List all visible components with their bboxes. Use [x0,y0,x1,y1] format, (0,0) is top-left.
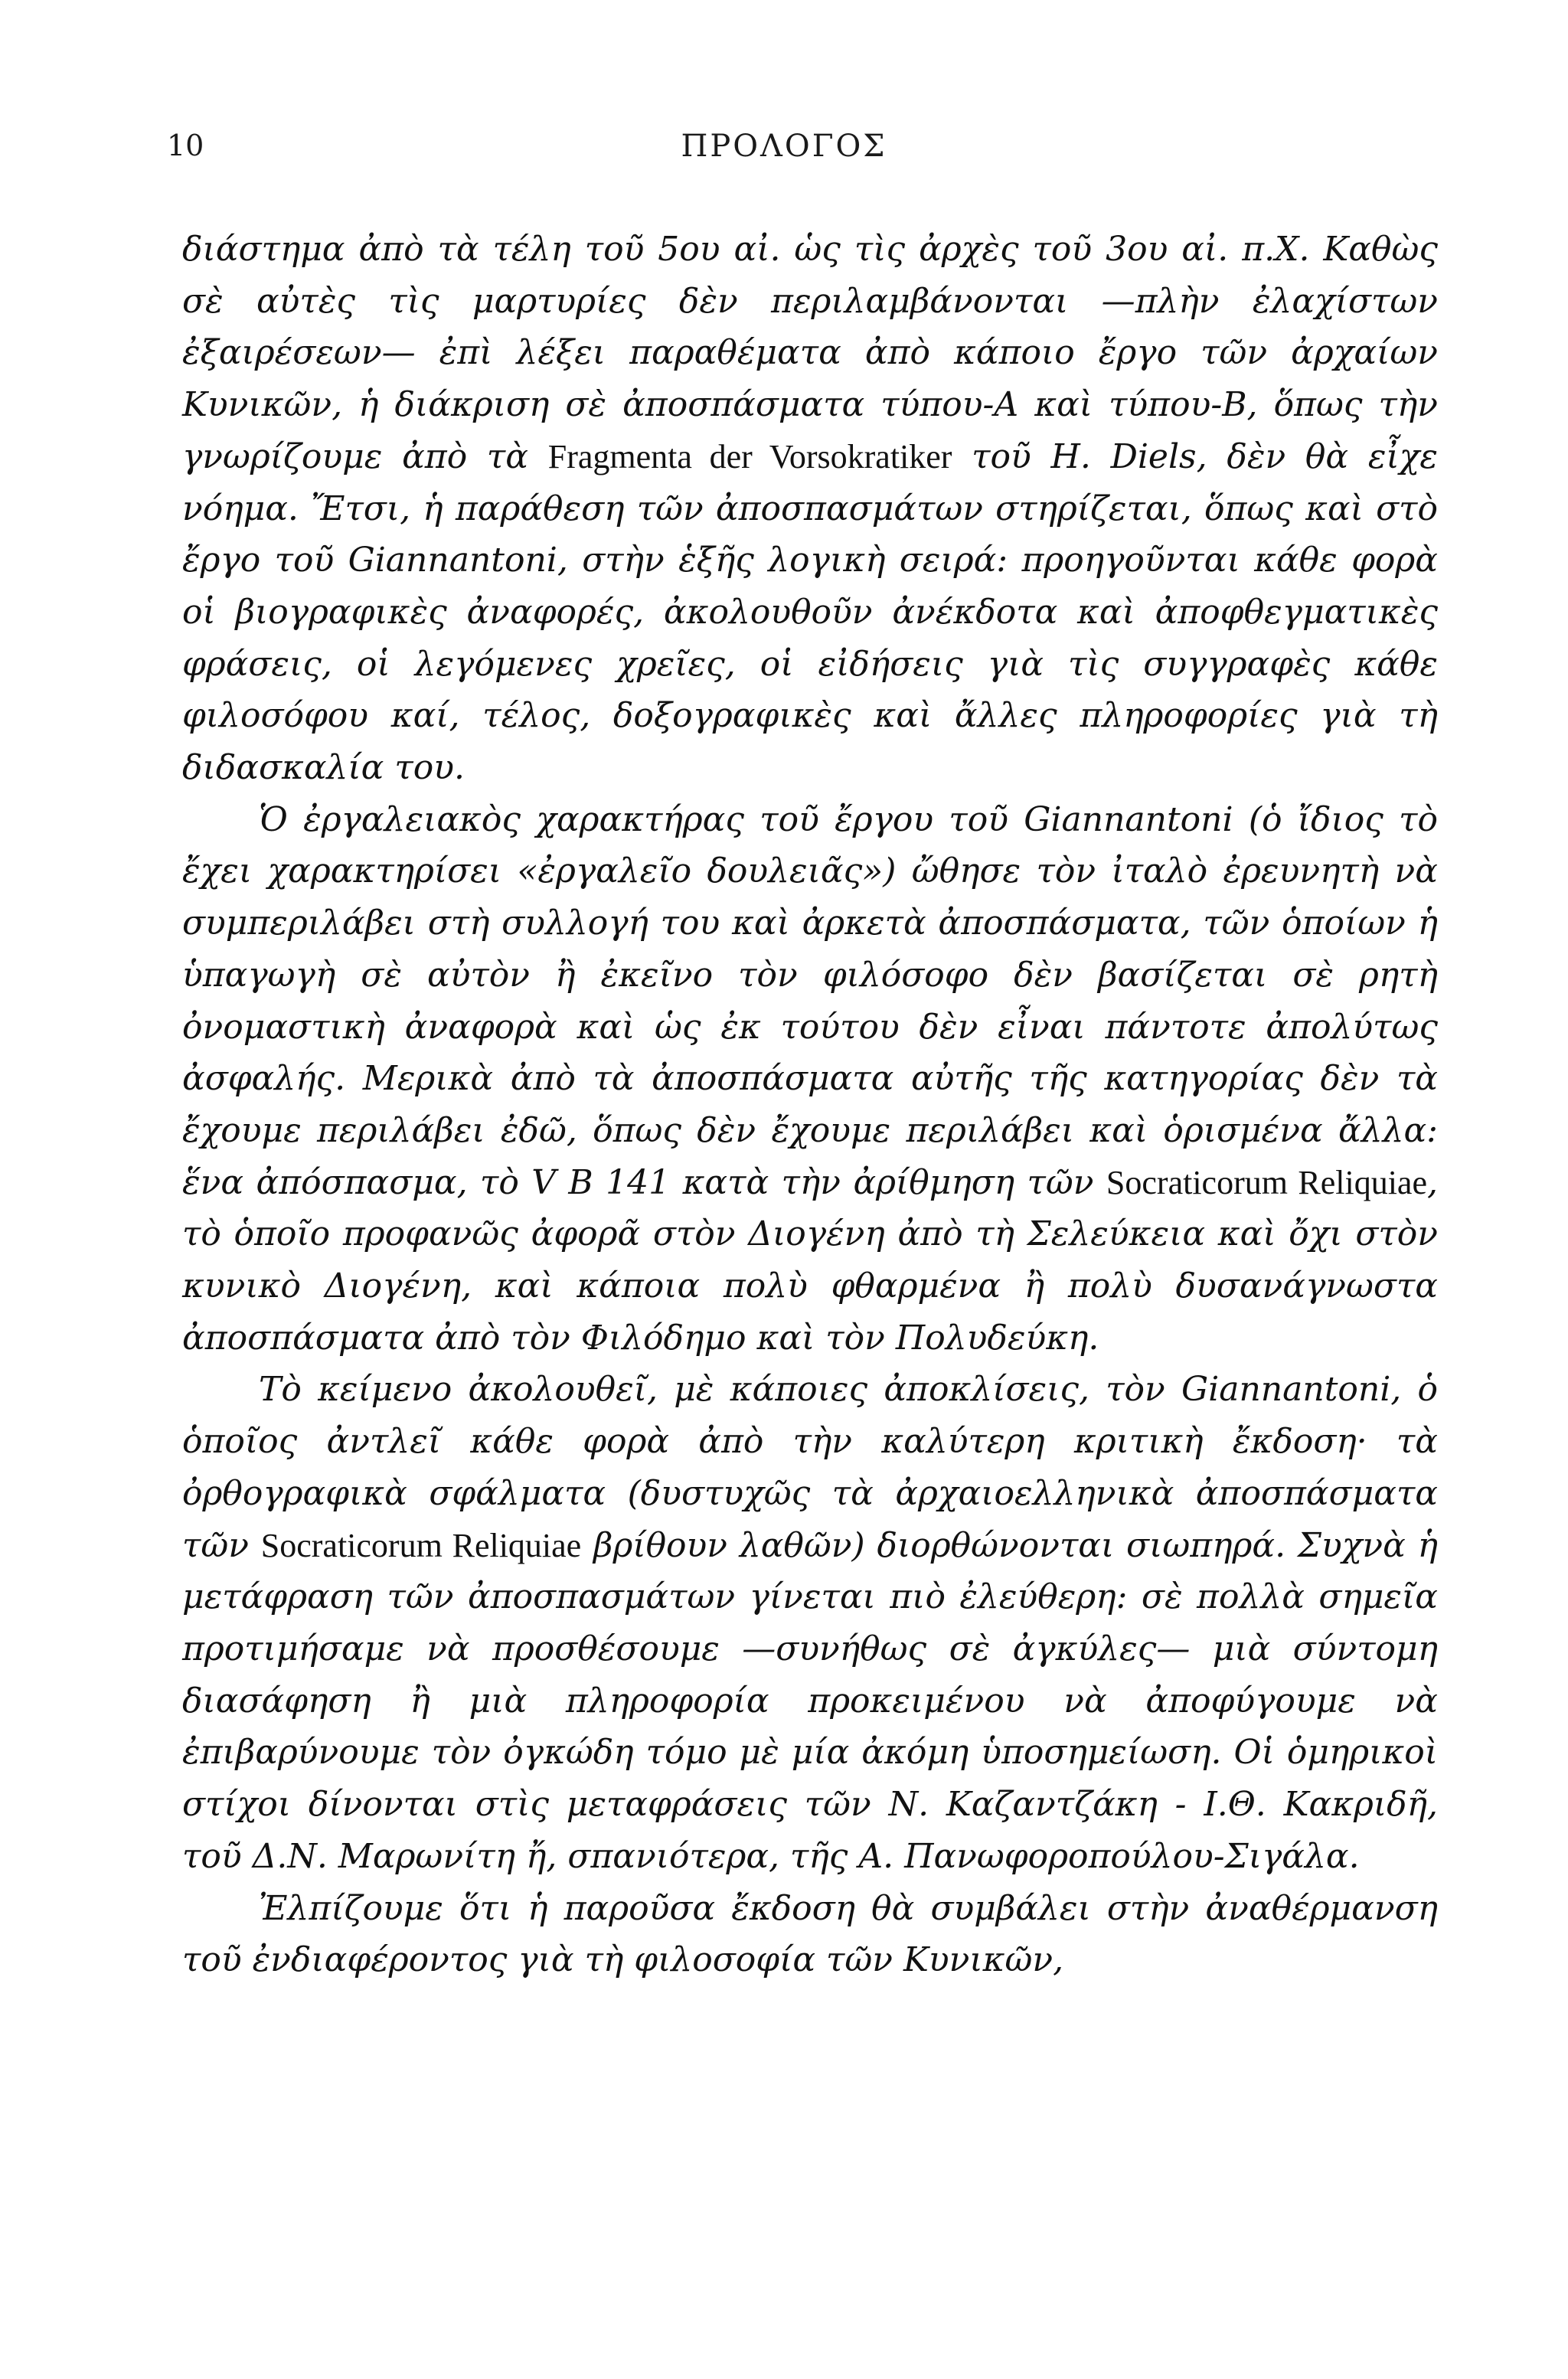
running-title: ΠΡΟΛΟΓΟΣ [681,129,887,164]
paragraph-3 [182,1364,1438,1882]
paragraph-2 [182,794,1438,1364]
text-run: τοῦ Η. Diels, δὲν θὰ εἶχε νόημα. Ἔτσι, ἡ παράθεση τῶν ἀποσπασμάτων στηρίζεται, ὅπως καὶ στὸ ἔργο τοῦ Giannantoni, στὴν ἑξῆς λογικὴ σειρά: προηγοῦνται κάθε φορὰ οἱ βιογραφικὲς ἀναφορές, ἀκολουθοῦν ἀνέκδοτα καὶ ἀποφθεγματικὲς φράσεις, οἱ λεγόμενες χρεῖες, οἱ εἰδήσεις γιὰ τὶς συγγραφὲς κάθε φιλοσόφου καί, τέλος, δοξογραφικὲς καὶ ἄλλες πληροφορίες γιὰ τὴ διδασκαλία του. [182,436,1438,788]
page-number: 10 [167,129,204,162]
text-run-latin: Socraticorum Reliquiae [1106,1163,1427,1201]
text-run-latin: Fragmenta der Vorsokratiker [547,437,952,475]
text-run: Ὁ ἐργαλειακὸς χαρακτήρας τοῦ ἔργου τοῦ Giannantoni (ὁ ἴδιος τὸ ἔχει χαρακτηρίσει «ἐργαλεῖο δουλειᾶς») ὤθησε τὸν ἰταλὸ ἐρευνητὴ νὰ συμπεριλάβει στὴ συλλογή του καὶ ἀρκετὰ ἀποσπάσματα, τῶν ὁποίων ἡ ὑπαγωγὴ σὲ αὐτὸν ἢ ἐκεῖνο τὸν φιλόσοφο δὲν βασίζεται σὲ ρητὴ ὀνομαστικὴ ἀναφορὰ καὶ ὡς ἐκ τούτου δὲν εἶναι πάντοτε ἀπολύτως ἀσφαλής. Μερικὰ ἀπὸ τὰ ἀποσπάσματα αὐτῆς τῆς κατηγορίας δὲν τὰ ἔχουμε περιλάβει ἐδῶ, ὅπως δὲν ἔχουμε περιλάβει καὶ ὁρισμένα ἄλλα: ἕνα ἀπόσπασμα, τὸ V B 141 κατὰ τὴν ἀρίθμηση τῶν [182,799,1438,1202]
text-run: βρίθουν λαθῶν) διορθώνονται σιωπηρά. Συχνὰ ἡ μετάφραση τῶν ἀποσπασμάτων γίνεται πιὸ ἐλεύθερη: σὲ πολλὰ σημεῖα προτιμήσαμε νὰ προσθέσουμε —συνήθως σὲ ἀγκύλες— μιὰ σύντομη διασάφηση ἢ μιὰ πληροφορία προκειμένου νὰ ἀποφύγουμε νὰ ἐπιβαρύνουμε τὸν ὀγκώδη τόμο μὲ μία ἀκόμη ὑποσημείωση. Οἱ ὁμηρικοὶ στίχοι δίνονται στὶς μεταφράσεις τῶν Ν. Καζαντζάκη - Ι.Θ. Κακριδῆ, τοῦ Δ.Ν. Μαρωνίτη ἤ, σπανιότερα, τῆς Α. Πανωφοροπούλου-Σιγάλα. [182,1525,1438,1876]
paragraph-4 [182,1883,1438,1986]
text-run-latin: Socraticorum Reliquiae [260,1526,582,1564]
text-run: Ἐλπίζουμε ὅτι ἡ παροῦσα ἔκδοση θὰ συμβάλει στὴν ἀναθέρμανση τοῦ ἐνδιαφέροντος γιὰ τὴ φιλοσοφία τῶν Κυνικῶν, [182,1888,1438,1980]
paragraph-1 [182,224,1438,794]
text-run: Τὸ κείμενο ἀκολουθεῖ, μὲ κάποιες ἀποκλίσεις, τὸν Giannantoni, ὁ ὁποῖος ἀντλεῖ κάθε φορὰ ἀπὸ τὴν καλύτερη κριτικὴ ἔκδοση· τὰ ὀρθογραφικὰ σφάλματα (δυστυχῶς τὰ ἀρχαιοελληνικὰ ἀποσπάσματα τῶν [182,1370,1438,1565]
text-run: διάστημα ἀπὸ τὰ τέλη τοῦ 5ου αἰ. ὡς τὶς ἀρχὲς τοῦ 3ου αἰ. π.Χ. Καθὼς σὲ αὐτὲς τὶς μαρτυρίες δὲν περιλαμβάνονται —πλὴν ἐλαχίστων ἐξαιρέσεων— ἐπὶ λέξει παραθέματα ἀπὸ κάποιο ἔργο τῶν ἀρχαίων Κυνικῶν, ἡ διάκριση σὲ ἀποσπάσματα τύπου-Α καὶ τύπου-Β, ὅπως τὴν γνωρίζουμε ἀπὸ τὰ [182,230,1438,476]
body-text [182,224,1438,1986]
text-run: , τὸ ὁποῖο προφανῶς ἀφορᾶ στὸν Διογένη ἀπὸ τὴ Σελεύκεια καὶ ὄχι στὸν κυνικὸ Διογένη, καὶ κάποια πολὺ φθαρμένα ἢ πολὺ δυσανάγνωστα ἀποσπάσματα ἀπὸ τὸν Φιλόδημο καὶ τὸν Πολυδεύκη. [182,1162,1438,1358]
